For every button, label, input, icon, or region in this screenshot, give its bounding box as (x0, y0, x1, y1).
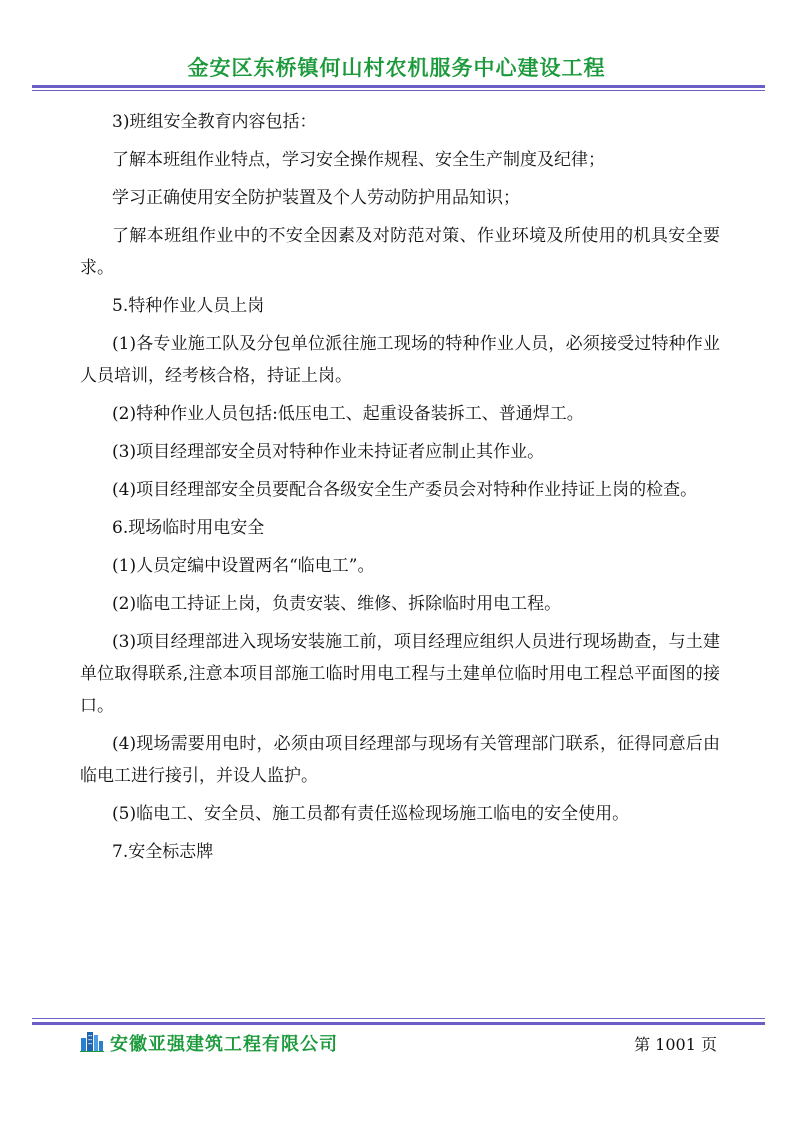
footer-rule-thin (32, 1018, 765, 1019)
section-heading: 7.安全标志牌 (112, 842, 214, 862)
footer-rule-thick (32, 1022, 765, 1025)
paragraph: (1)人员定编中设置两名“临电工”。 (112, 556, 375, 576)
paragraph: 了解本班组作业中的不安全因素及对防范对策、作业环境及所使用的机具安全要求。 (80, 226, 720, 278)
paragraph: 3)班组安全教育内容包括： (112, 112, 317, 132)
paragraph: 了解本班组作业特点，学习安全操作规程、安全生产制度及纪律； (112, 150, 605, 170)
paragraph: (3)项目经理部安全员对特种作业未持证者应制止其作业。 (112, 442, 545, 462)
paragraph: (4)现场需要用电时，必须由项目经理部与现场有关管理部门联系，征得同意后由临电工进行接引，并设人监护。 (80, 734, 720, 786)
paragraph: (5)临电工、安全员、施工员都有责任巡检现场施工临电的安全使用。 (112, 804, 630, 824)
section-heading: 6.现场临时用电安全 (112, 518, 265, 538)
paragraph: (3)项目经理部进入现场安装施工前，项目经理应组织人员进行现场勘查，与土建单位取得联系,注意本项目部施工临时用电工程与土建单位临时用电工程总平面图的接口。 (80, 632, 720, 716)
paragraph: 学习正确使用安全防护装置及个人劳动防护用品知识； (112, 188, 520, 208)
header-title: 金安区东桥镇何山村农机服务中心建设工程 (187, 56, 606, 80)
section-heading: 5.特种作业人员上岗 (112, 296, 265, 316)
paragraph: (1)各专业施工队及分包单位派往施工现场的特种作业人员，必须接受过特种作业人员培训，经考核合格，持证上岗。 (80, 334, 720, 386)
header-rule-thin (32, 90, 765, 91)
header-rule-thick (32, 85, 765, 88)
document-body (80, 106, 720, 874)
page-number: 第 1001 页 (634, 1035, 717, 1054)
paragraph: (2)特种作业人员包括:低压电工、起重设备装拆工、普通焊工。 (112, 404, 584, 424)
paragraph: (2)临电工持证上岗，负责安装、维修、拆除临时用电工程。 (112, 594, 562, 614)
footer-company-name: 安徽亚强建筑工程有限公司 (110, 1034, 338, 1055)
building-logo-icon (80, 1030, 104, 1052)
paragraph: (4)项目经理部安全员要配合各级安全生产委员会对特种作业持证上岗的检查。 (112, 480, 698, 500)
